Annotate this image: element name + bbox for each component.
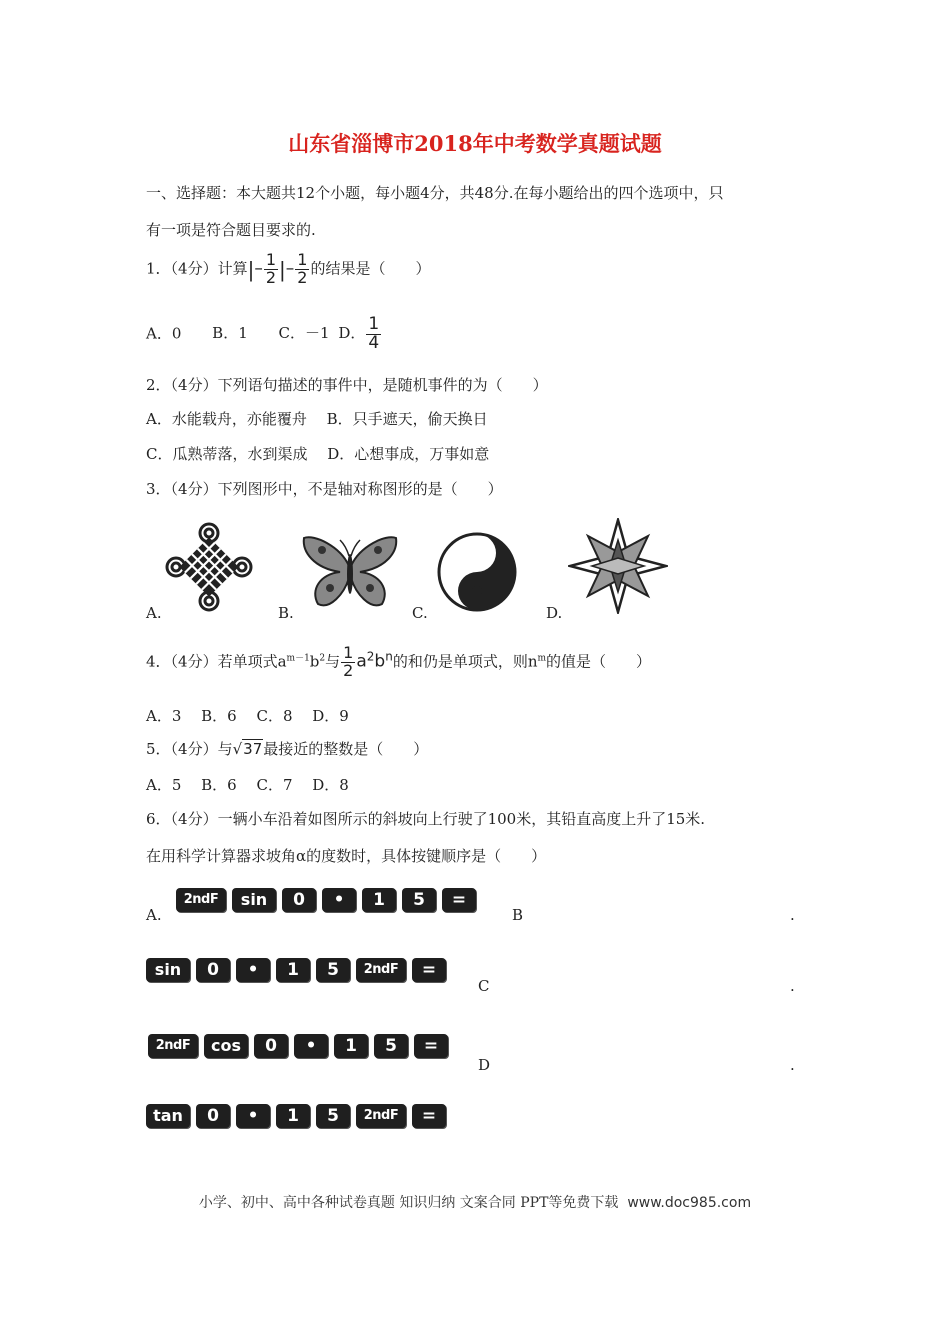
question-5 bbox=[146, 738, 428, 759]
question-3: 3．（4分）下列图形中，不是轴对称图形的是（ ） bbox=[146, 480, 503, 498]
q4-with: 与 bbox=[325, 652, 341, 671]
key-2ndf: 2ndF bbox=[356, 1104, 406, 1128]
key-1: 1 bbox=[334, 1034, 368, 1058]
q6-label-a: A. bbox=[146, 906, 162, 924]
page-footer bbox=[0, 1192, 950, 1212]
q1-suffix: 的结果是（ ） bbox=[310, 259, 431, 278]
q4-frac-num: 1 bbox=[343, 643, 354, 662]
q4-a-sup: 2 bbox=[366, 649, 375, 664]
q1-option-d-fraction bbox=[366, 316, 381, 353]
key-cos: cos bbox=[204, 1034, 248, 1058]
key-sin: sin bbox=[146, 958, 190, 982]
q6-dot-b: . bbox=[790, 906, 795, 924]
key-5: 5 bbox=[402, 888, 436, 912]
compass-star-icon bbox=[568, 518, 668, 614]
key-0: 0 bbox=[282, 888, 316, 912]
q1-minus: – bbox=[285, 258, 295, 279]
q6-label-d: D bbox=[478, 1056, 491, 1074]
q1-d-den: 4 bbox=[368, 332, 380, 353]
q1-frac2-den: 2 bbox=[297, 267, 308, 287]
q1-prefix: 1．（4分）计算 bbox=[146, 259, 248, 278]
chinese-knot-icon bbox=[165, 522, 253, 612]
q6-keys-d bbox=[146, 1104, 452, 1128]
q4-prefix: 4．（4分）若单项式a bbox=[146, 652, 287, 671]
q1-option-d: D． bbox=[338, 324, 366, 343]
q1-frac-num: 1 bbox=[265, 250, 277, 269]
key-equals: = bbox=[442, 888, 476, 912]
q4-b-big: b bbox=[374, 651, 386, 672]
q3-label-b: B. bbox=[278, 604, 294, 622]
q2-options-cd: C．瓜熟蒂落，水到渠成 D．心想事成，万事如意 bbox=[146, 445, 490, 463]
q1-fraction bbox=[264, 252, 278, 287]
q4-options: A．3 B．6 C．8 D．9 bbox=[146, 707, 349, 725]
key-5: 5 bbox=[316, 1104, 350, 1128]
q6-keys-a bbox=[176, 888, 482, 912]
q1-option-a: A．0 bbox=[146, 324, 182, 343]
key-1: 1 bbox=[276, 1104, 310, 1128]
section-instructions-line2: 有一项是符合题目要求的. bbox=[146, 221, 316, 239]
key-1: 1 bbox=[362, 888, 396, 912]
q4-b-sup: n bbox=[385, 649, 393, 664]
q6-label-c: C bbox=[478, 977, 490, 995]
key-5: 5 bbox=[374, 1034, 408, 1058]
q3-label-a: A. bbox=[146, 604, 162, 622]
key-2ndf: 2ndF bbox=[356, 958, 406, 982]
key-5: 5 bbox=[316, 958, 350, 982]
q5-suffix: 最接近的整数是（ ） bbox=[263, 740, 429, 758]
q5-prefix: 5．（4分）与 bbox=[146, 740, 233, 758]
butterfly-icon bbox=[300, 530, 400, 614]
section-instructions-line1: 一、选择题：本大题共12个小题，每小题4分，共48分.在每小题给出的四个选项中，只 bbox=[146, 184, 724, 202]
q4-b: b bbox=[309, 652, 320, 671]
question-2: 2．（4分）下列语句描述的事件中，是随机事件的为（ ） bbox=[146, 376, 548, 394]
key-tan: tan bbox=[146, 1104, 190, 1128]
q1-option-b: B．1 bbox=[212, 324, 248, 343]
q1-options bbox=[146, 316, 382, 353]
key-0: 0 bbox=[254, 1034, 288, 1058]
q1-frac-den: 2 bbox=[265, 267, 277, 287]
key-equals: = bbox=[412, 958, 446, 982]
q4-suffix2: 的值是（ ） bbox=[546, 652, 652, 671]
q1-abs-bar-right: | bbox=[279, 257, 286, 282]
key-point: • bbox=[322, 888, 356, 912]
q3-label-c: C. bbox=[412, 604, 428, 622]
key-point: • bbox=[236, 1104, 270, 1128]
q1-fraction-2 bbox=[295, 252, 309, 287]
q2-options-ab: A．水能载舟，亦能覆舟 B．只手遮天，偷天换日 bbox=[146, 410, 488, 428]
q1-neg-sign: – bbox=[254, 258, 263, 279]
q5-sqrt bbox=[233, 739, 264, 758]
key-equals: = bbox=[414, 1034, 448, 1058]
q4-sup-1: m－1 bbox=[286, 653, 310, 664]
question-6-line1: 6．（4分）一辆小车沿着如图所示的斜坡向上行驶了100米，其铅直高度上升了15米. bbox=[146, 810, 706, 828]
q4-a: a bbox=[356, 651, 367, 672]
key-2ndf: 2ndF bbox=[148, 1034, 198, 1058]
q6-keys-c bbox=[148, 1034, 454, 1058]
key-0: 0 bbox=[196, 1104, 230, 1128]
key-sin: sin bbox=[232, 888, 276, 912]
q4-sup-2: 2 bbox=[319, 653, 326, 664]
key-0: 0 bbox=[196, 958, 230, 982]
key-2ndf: 2ndF bbox=[176, 888, 226, 912]
q1-option-c: C．－1 bbox=[278, 324, 330, 343]
q5-root-sign: √ bbox=[232, 740, 243, 758]
q6-dot-d: . bbox=[790, 1056, 795, 1074]
question-1 bbox=[146, 252, 430, 287]
q1-abs-bar-left: | bbox=[247, 257, 255, 282]
key-1: 1 bbox=[276, 958, 310, 982]
key-point: • bbox=[236, 958, 270, 982]
question-6-line2: 在用科学计算器求坡角α的度数时，具体按键顺序是（ ） bbox=[146, 847, 547, 865]
q1-frac2-num: 1 bbox=[297, 250, 308, 269]
footer-text: 小学、初中、高中各种试卷真题 知识归纳 文案合同 PPT等免费下载 bbox=[198, 1195, 619, 1211]
yin-yang-icon bbox=[436, 531, 518, 613]
page-title: 山东省淄博市2018年中考数学真题试题 bbox=[288, 131, 662, 156]
q1-d-num: 1 bbox=[368, 314, 380, 334]
key-equals: = bbox=[412, 1104, 446, 1128]
q4-frac-den: 2 bbox=[343, 660, 354, 680]
q6-label-b: B bbox=[512, 906, 524, 924]
key-point: • bbox=[294, 1034, 328, 1058]
footer-link[interactable]: www.doc985.com bbox=[627, 1195, 752, 1211]
q5-radicand: 37 bbox=[243, 740, 263, 758]
q3-label-d: D. bbox=[546, 604, 563, 622]
q4-sup-3: m bbox=[537, 653, 547, 664]
q4-fraction bbox=[341, 645, 355, 680]
question-4 bbox=[146, 645, 651, 680]
q6-dot-c: . bbox=[790, 977, 795, 995]
q5-options: A．5 B．6 C．7 D．8 bbox=[146, 776, 349, 794]
q4-suffix1: 的和仍是单项式，则n bbox=[392, 652, 538, 671]
q6-keys-b bbox=[146, 958, 452, 982]
